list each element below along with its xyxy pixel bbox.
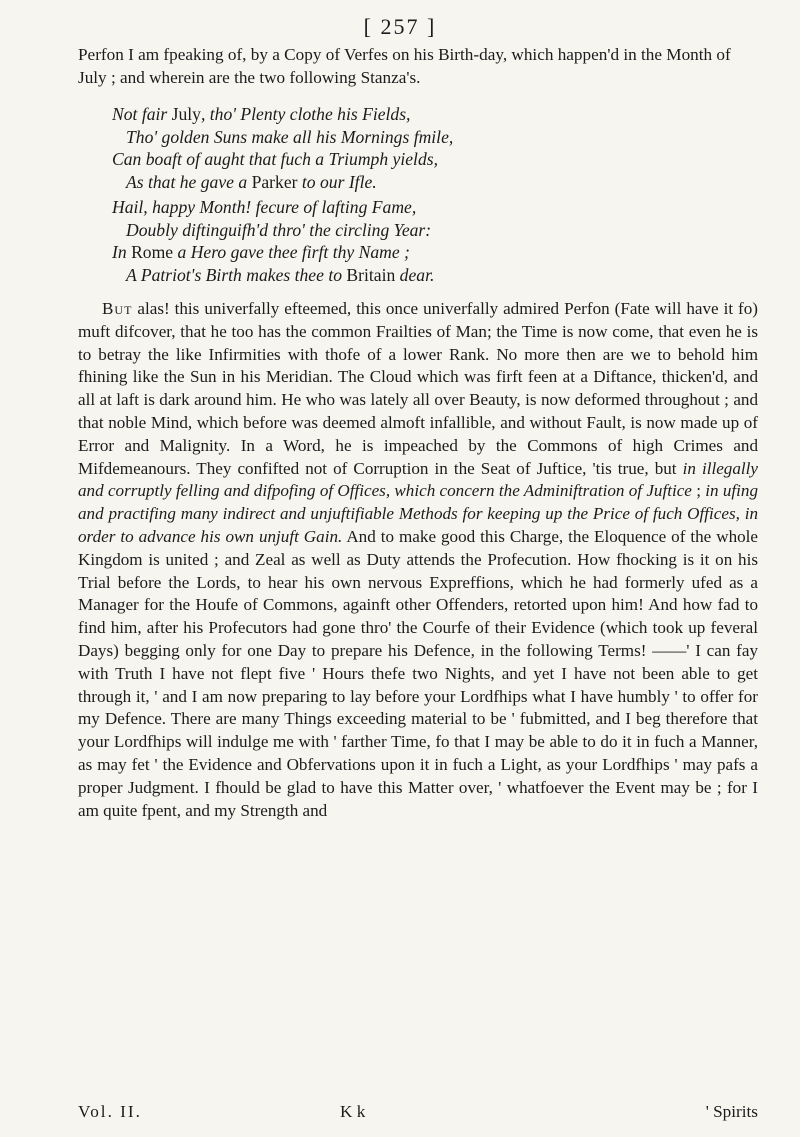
catchword: ' Spirits (705, 1102, 758, 1121)
poem-line: As that he gave a Parker to our Ifle. (126, 171, 377, 192)
charge-text: in ufing and practifing many indirect and unjuftifiable Methods for keeping up the Price of fuch Offices, in order to advance his own unjuft Gain. (78, 481, 759, 546)
poem-line: Tho' golden Suns make all his Mornings fmile, (126, 126, 454, 147)
poem-line: Not fair July, tho' Plenty clothe his Fields, (112, 104, 411, 124)
main-paragraph: But alas! this univerfally efteemed, this once univerfally admired Perfon (Fate will have it fo) muft difcover, that he too has the common Frailties of Man; the Time is now come, that even he is to betray the like Infirmities with thofe of a lower Rank. No more then are we to behold him fhining like the Sun in his Meridian. The Cloud which was firft feen at a Diftance, thicken'd, and all at laft is dark around him. He who was lately all over Beauty, is now deformed throughout ; and that noble Mind, which before was deemed almoft infallible, and without Fault, is now made up of Error and Malignity. In a Word, he is impeached by the Commons of high Crimes and Mifdemeanours. They confifted not of Corruption in the Seat of Juftice, 'tis true, but in illegally and corruptly felling and difpofing of Offices, which concern the Adminiftration of Juftice ; in ufing and practifing many indirect and unjuftifiable Methods for keeping up the Price of fuch Offices, in order to advance his own unjuft Gain. And to make good this Charge, the Eloquence of the whole Kingdom is united ; and Zeal as well as Duty attends the Profecution. How fhocking is it on his Trial before the Lords, to hear his own nervous Expreffions, which he had formerly ufed as a Manager for the Houfe of Commons, againft other Offenders, retorted upon him! And how fad to find him, after his Profecutors had gone thro' the Courfe of their Evidence (which took up feveral Days) begging only for one Day to prepare his Defence, in the following Terms! ——' I can fay with Truth I have not flept five ' Hours thefe two Nights, and yet I have not been able to get through it, ' and I am now preparing to lay before your Lordfhips what I have humbly ' to offer for my Defence. There are many Things exceeding material to be ' fubmitted, and I beg therefore that your Lordfhips will indulge me with ' farther Time, fo that I may be able to do it in fuch a Manner, as may fet ' the Evidence and Obfervations upon it in fuch a Light, as your Lordfhips ' may pafs a proper Judgment. I fhould be glad to have this Matter over, ' whatfoever the Event may be ; for I am quite fpent, and my Strength and (78, 299, 759, 820)
poem-line: In Rome a Hero gave thee firft thy Name ; (112, 242, 410, 263)
page-number: [ 257 ] (363, 14, 437, 39)
poem-line: A Patriot's Birth makes thee to Britain dear. (126, 264, 435, 285)
poem-line: Doubly diftinguifh'd thro' the circling Year: (126, 219, 432, 240)
charge-text: in illegally and corruptly felling and difpofing of Offices, which concern the Adminiftration of Juftice (78, 458, 758, 501)
poem-stanza-2 (112, 196, 712, 286)
intro-paragraph: Perfon I am fpeaking of, by a Copy of Verfes on his Birth-day, which happen'd in the Month of July ; and wherein are the two following Stanza's. (78, 45, 731, 87)
poem-line: Hail, happy Month! fecure of lafting Fame, (112, 197, 417, 217)
volume-label: Vol. II. (78, 1102, 142, 1121)
signature-mark: K k (340, 1102, 366, 1121)
poem-line: Can boaft of aught that fuch a Triumph yields, (112, 149, 438, 170)
lead-word: But (102, 299, 133, 318)
poem-stanza-1 (112, 103, 712, 193)
